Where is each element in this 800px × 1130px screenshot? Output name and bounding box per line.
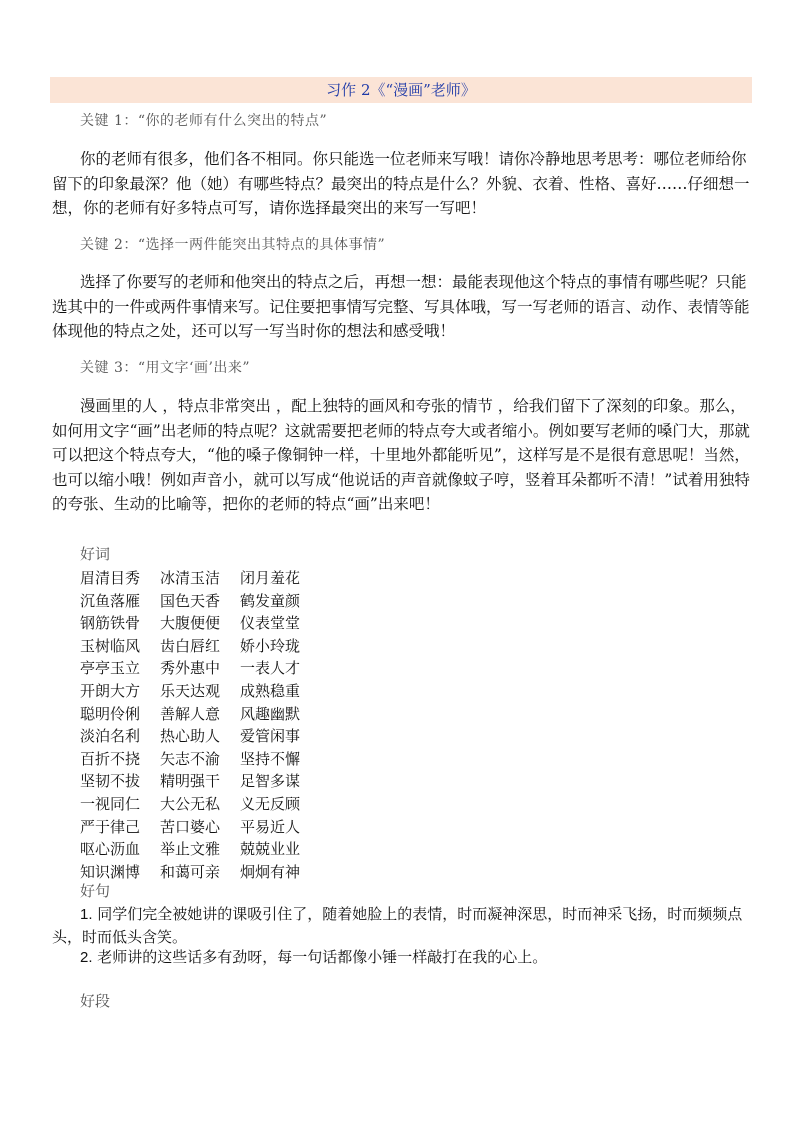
good-word: 坚韧不拔 — [80, 772, 141, 791]
good-words-label: 好词 — [80, 545, 111, 563]
good-word: 一视同仁 — [80, 794, 141, 813]
good-word: 亭亭玉立 — [80, 659, 141, 678]
good-word: 聪明伶俐 — [80, 704, 141, 723]
key-1-body: 你的老师有很多，他们各不相同。你只能选一位老师来写哦！请你冷静地思考思考：哪位老师给你留下的印象最深？他（她）有哪些特点？最突出的特点是什么？外貌、衣着、性格、喜好……仔细想一想，你的老师有好多特点可写，请你选择最突出的来写一写吧！ — [52, 150, 750, 217]
page-title: 习作 2《“漫画”老师》 — [50, 77, 752, 103]
sentence-text: 老师讲的这些话多有劲呀，每一句话都像小锤一样敲打在我的心上。 — [97, 948, 548, 966]
good-word: 举止文雅 — [160, 840, 221, 859]
good-word: 淡泊名利 — [80, 727, 141, 746]
good-word: 沉鱼落雁 — [80, 591, 141, 610]
good-word: 苦口婆心 — [160, 817, 221, 836]
good-word: 足智多谋 — [240, 772, 301, 791]
good-word: 冰清玉洁 — [160, 569, 221, 587]
good-words-row — [80, 590, 320, 613]
good-word: 齿白唇红 — [160, 636, 221, 655]
good-word: 乐天达观 — [160, 681, 221, 700]
good-word: 善解人意 — [160, 704, 221, 723]
good-words-row — [80, 612, 320, 635]
key-3-heading: 关键 3：“用文字‘画’出来” — [80, 360, 251, 376]
good-word: 开朗大方 — [80, 681, 141, 700]
good-words-row — [80, 635, 320, 658]
good-words-row — [80, 838, 320, 861]
good-word: 义无反顾 — [240, 794, 301, 813]
good-word: 秀外惠中 — [160, 659, 221, 678]
good-word: 知识渊博 — [80, 862, 141, 881]
good-word: 爱管闲事 — [240, 727, 301, 746]
good-word: 兢兢业业 — [240, 840, 301, 859]
good-word: 大公无私 — [160, 794, 221, 813]
key-2-body: 选择了你要写的老师和他突出的特点之后，再想一想：最能表现他这个特点的事情有哪些呢？只能选其中的一件或两件事情来写。记住要把事情写完整、写具体哦，写一写老师的语言、动作、表情等能体现他的特点之处，还可以写一写当时你的想法和感受哦！ — [52, 273, 750, 340]
good-words-row — [80, 770, 320, 793]
good-word: 钢筋铁骨 — [80, 614, 141, 633]
good-words-row — [80, 725, 320, 748]
sentence-number: 2. — [80, 949, 93, 966]
good-words-row — [80, 816, 320, 839]
good-word: 炯炯有神 — [240, 862, 301, 881]
good-paragraphs-label: 好段 — [80, 992, 111, 1010]
good-sentences-label: 好句 — [80, 882, 111, 900]
good-words-row — [80, 748, 320, 771]
good-word: 闭月羞花 — [240, 569, 301, 587]
good-word: 精明强干 — [160, 772, 221, 791]
good-word: 大腹便便 — [160, 614, 221, 633]
good-word: 国色天香 — [160, 591, 221, 610]
good-words-row — [80, 657, 320, 680]
key-1-heading: 关键 1：“你的老师有什么突出的特点” — [80, 113, 328, 129]
good-words-list — [80, 567, 320, 883]
good-word: 玉树临风 — [80, 636, 141, 655]
good-word: 成熟稳重 — [240, 681, 301, 700]
good-word: 鹤发童颜 — [240, 591, 301, 610]
good-words-row — [80, 703, 320, 726]
good-word: 仪表堂堂 — [240, 614, 301, 633]
sentence-text: 同学们完全被她讲的课吸引住了，随着她脸上的表情，时而凝神深思，时而神采飞扬，时而频频点头，时而低头含笑。 — [52, 905, 743, 946]
good-word: 严于律己 — [80, 817, 141, 836]
good-sentence-2 — [52, 946, 754, 969]
good-word: 风趣幽默 — [240, 704, 301, 723]
good-words-row — [80, 680, 320, 703]
good-word: 娇小玲珑 — [240, 636, 301, 655]
good-word: 坚持不懈 — [240, 749, 301, 768]
key-3-body: 漫画里的人 ，特点非常突出 ，配上独特的画风和夸张的情节 ，给我们留下了深刻的印象。那么，如何用文字“画”出老师的特点呢？这就需要把老师的特点夸大或者缩小。例如要写老师的嗓门大，那就可以把这个特点夸大，“他的嗓子像铜钟一样，十里地外都能听见”，这样写是不是很有意思呢！当然，也可以缩小哦！例如声音小，就可以写成“他说话的声音就像蚊子哼，竖着耳朵都听不清！”试着用独特的夸张、生动的比喻等，把你的老师的特点“画”出来吧！ — [52, 397, 750, 513]
sentence-number: 1. — [80, 906, 93, 923]
good-words-row — [80, 793, 320, 816]
good-word: 热心助人 — [160, 727, 221, 746]
key-2-heading: 关键 2：“选择一两件能突出其特点的具体事情” — [80, 237, 386, 253]
good-words-row — [80, 861, 320, 884]
good-word: 和蔼可亲 — [160, 862, 221, 881]
good-word: 一表人才 — [240, 659, 301, 678]
good-word: 呕心沥血 — [80, 840, 141, 859]
good-words-row — [80, 567, 320, 590]
good-word: 百折不挠 — [80, 749, 141, 768]
good-word: 矢志不渝 — [160, 749, 221, 768]
good-sentence-1 — [52, 903, 754, 948]
good-word: 平易近人 — [240, 817, 301, 836]
good-word: 眉清目秀 — [80, 569, 141, 587]
